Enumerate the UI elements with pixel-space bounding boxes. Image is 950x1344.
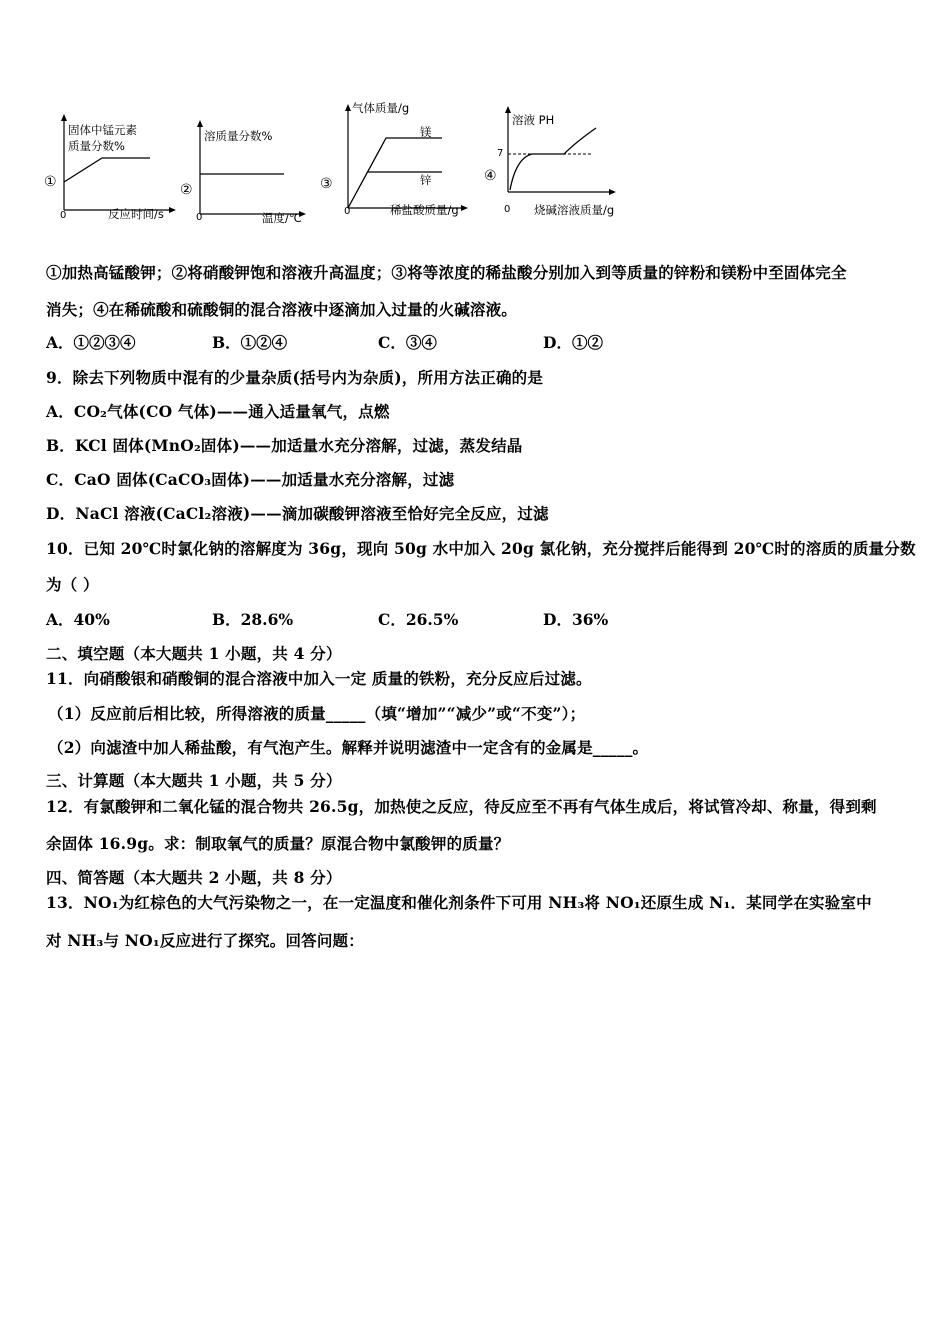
q13-stem-1: 13．NO₁为红棕色的大气污染物之一，在一定温度和催化剂条件下可用 NH₃将 NO₁还原生成 N₁．某同学在实验室中 [46, 893, 872, 912]
graph-1-ylabel-2: 质量分数% [68, 139, 125, 153]
graph-4-xlabel: 烧碱溶液质量/g [534, 203, 615, 217]
section-2-heading: 二、填空题（本大题共 1 小题，共 4 分） [46, 644, 342, 663]
q8-option-d: D．①② [543, 333, 603, 352]
graph-1-origin: 0 [60, 210, 67, 221]
graph-4-number: ④ [484, 168, 497, 184]
q11-stem: 11．向硝酸银和硝酸铜的混合溶液中加入一定 质量的铁粉，充分反应后过滤。 [46, 669, 592, 688]
graph-2-ylabel: 溶质量分数% [204, 129, 273, 143]
graph-3-origin: 0 [344, 206, 351, 217]
q8-option-a: A．①②③④ [46, 333, 136, 352]
q8-option-c: C．③④ [378, 333, 437, 352]
graph-3 [318, 98, 478, 222]
graph-3-ylabel: 气体质量/g [352, 101, 410, 115]
graph-4 [480, 104, 630, 224]
q9-option-c: C．CaO 固体(CaCO₃固体)——加适量水充分溶解，过滤 [46, 470, 455, 489]
q8-desc-line-2: 消失；④在稀硫酸和硫酸铜的混合溶液中逐滴加入过量的火碱溶液。 [46, 300, 518, 319]
graph-2 [176, 118, 316, 226]
graph-1-number: ① [44, 174, 57, 190]
section-3-heading: 三、计算题（本大题共 1 小题，共 5 分） [46, 771, 342, 790]
q10-option-b: B．28.6% [212, 610, 294, 629]
graph-3-number: ③ [320, 176, 333, 192]
q10-option-d: D．36% [543, 610, 609, 629]
q9-option-d: D．NaCl 溶液(CaCl₂溶液)——滴加碳酸钾溶液至恰好完全反应，过滤 [46, 504, 549, 523]
q12-stem-1: 12．有氯酸钾和二氧化锰的混合物共 26.5g，加热使之反应，待反应至不再有气体生成后，将试管冷却、称量，得到剩 [46, 797, 877, 816]
q8-desc-line-1: ①加热高锰酸钾；②将硝酸钾饱和溶液升高温度；③将等浓度的稀盐酸分别加入到等质量的锌粉和镁粉中至固体完全 [46, 263, 847, 282]
graph-4-origin: 0 [504, 204, 511, 215]
graph-2-xlabel: 温度/℃ [262, 211, 302, 225]
section-4-heading: 四、简答题（本大题共 2 小题，共 8 分） [46, 868, 342, 887]
q10-option-a: A．40% [46, 610, 110, 629]
q10-option-c: C．26.5% [378, 610, 459, 629]
q13-stem-2: 对 NH₃与 NO₁反应进行了探究。回答问题： [46, 931, 364, 950]
q12-stem-2: 余固体 16.9g。求：制取氧气的质量？原混合物中氯酸钾的质量？ [46, 834, 510, 853]
q11-part-2: （2）向滤渣中加人稀盐酸，有气泡产生。解释并说明滤渣中一定含有的金属是_____。 [48, 738, 649, 757]
q8-option-b: B．①②④ [212, 333, 288, 352]
graph-3-zn-label: 锌 [420, 173, 432, 187]
graph-3-mg-label: 镁 [420, 125, 432, 139]
q10-stem-2: 为（ ） [46, 575, 99, 594]
q10-stem-1: 10．已知 20℃时氯化钠的溶解度为 36g，现向 50g 水中加入 20g 氯化钠，充分搅拌后能得到 20℃时的溶质的质量分数 [46, 539, 916, 558]
graph-1-xlabel: 反应时间/s [108, 207, 164, 221]
graph-3-xlabel: 稀盐酸质量/g [390, 203, 459, 217]
graph-2-number: ② [180, 182, 193, 198]
graph-1 [40, 112, 180, 222]
graph-4-tick-7: 7 [497, 148, 504, 159]
graph-4-ylabel: 溶液 PH [512, 113, 555, 127]
q9-stem: 9．除去下列物质中混有的少量杂质(括号内为杂质)，所用方法正确的是 [46, 368, 544, 387]
graph-2-origin: 0 [196, 212, 203, 223]
q11-part-1: （1）反应前后相比较，所得溶液的质量_____（填“增加”“减少”或“不变”）； [48, 704, 586, 723]
q9-option-b: B．KCl 固体(MnO₂固体)——加适量水充分溶解，过滤，蒸发结晶 [46, 436, 523, 455]
graph-1-ylabel: 固体中锰元素 [68, 123, 137, 137]
q9-option-a: A．CO₂气体(CO 气体)——通入适量氧气，点燃 [46, 402, 390, 421]
